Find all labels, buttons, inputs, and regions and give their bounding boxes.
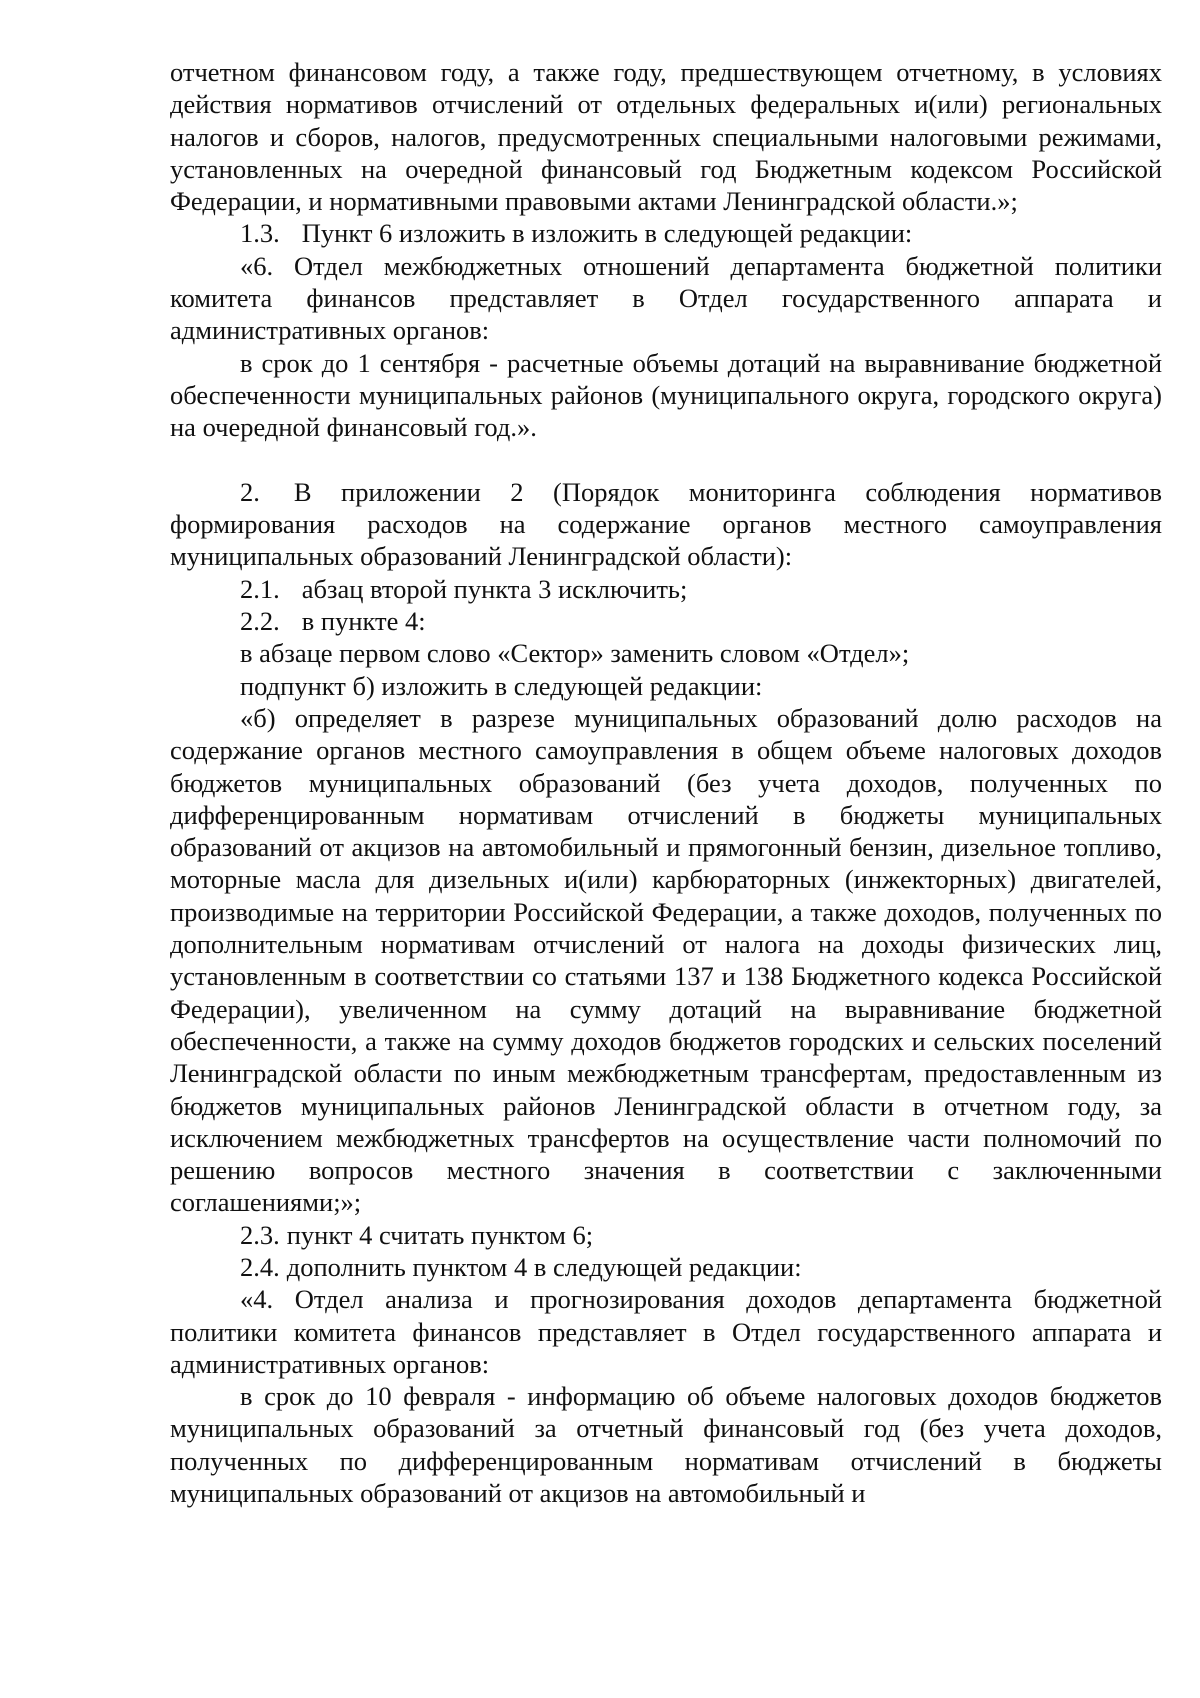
paragraph-deadline-september: в срок до 1 сентября - расчетные объемы дотаций на выравнивание бюджетной обеспеченности муниципальных районов (муниципального округа, городского округа) на очередной финансовый год.». (170, 347, 1162, 443)
paragraph-text: абзац второй пункта 3 исключить; (301, 573, 688, 604)
item-number: 2.4. (240, 1251, 280, 1282)
paragraph-text: В приложении 2 (Порядок мониторинга соблюдения нормативов формирования расходов на содержание органов местного самоуправления муниципальных образований Ленинградской области): (170, 476, 1162, 572)
document-page (170, 56, 1162, 1509)
paragraph-item-2-4 (170, 1251, 1162, 1283)
paragraph-replace-word: в абзаце первом слово «Сектор» заменить словом «Отдел»; (240, 638, 910, 669)
item-number: 2. (240, 476, 260, 507)
paragraph-text: дополнить пунктом 4 в следующей редакции: (286, 1251, 802, 1282)
paragraph-item-2-2 (170, 605, 1162, 637)
blank-line (170, 444, 1162, 476)
paragraph-point-4: «4. Отдел анализа и прогнозирования доходов департамента бюджетной политики комитета финансов представляет в Отдел государственного аппарата и административных органов: (170, 1284, 1162, 1379)
paragraph-item-2 (170, 476, 1162, 573)
paragraph-text: в пункте 4: (301, 606, 426, 637)
paragraph-point-6: «6. Отдел межбюджетных отношений департамента бюджетной политики комитета финансов представляет в Отдел государственного аппарата и административных органов: (170, 250, 1162, 346)
item-number: 2.2. (240, 606, 280, 637)
paragraph-text: Пункт 6 изложить в изложить в следующей редакции: (301, 218, 913, 249)
paragraph-item-1-3 (170, 217, 1162, 249)
paragraph-text: пункт 4 считать пунктом 6; (286, 1219, 594, 1250)
paragraph-item-2-1 (170, 573, 1162, 605)
item-number: 2.1. (240, 573, 280, 604)
paragraph-deadline-february: в срок до 10 февраля - информацию об объеме налоговых доходов бюджетов муниципальных образований за отчетный финансовый год (без учета доходов, полученных по дифференцированным нормативам отчислений в бюджеты муниципальных образований от акцизов на автомобильный и (170, 1381, 1162, 1509)
paragraph-continuation: отчетном финансовом году, а также году, предшествующем отчетному, в условиях действия нормативов отчислений от отдельных федеральных и(или) региональных налогов и сборов, налогов, предусмотренных специальными налоговыми режимами, установленных на очередной финансовый год Бюджетным кодексом Российской Федерации, и нормативными правовыми актами Ленинградской области.»; (170, 57, 1162, 217)
paragraph-subitem-b: подпункт б) изложить в следующей редакции: (240, 670, 763, 701)
paragraph-subitem-b-text: «б) определяет в разрезе муниципальных образований долю расходов на содержание органов местного самоуправления в общем объеме налоговых доходов бюджетов муниципальных образований (без учета доходов, полученных по дифференцированным нормативам отчислений в бюджеты муниципальных образований от акцизов на автомобильный и прямогонный бензин, дизельное топливо, моторные масла для дизельных и(или) карбюраторных (инжекторных) двигателей, производимые на территории Российской Федерации, а также доходов, полученных по дополнительным нормативам отчислений от налога на доходы физических лиц, установленным в соответствии со статьями 137 и 138 Бюджетного кодекса Российской Федерации), увеличенном на сумму дотаций на выравнивание бюджетной обеспеченности, а также на сумму доходов бюджетов городских и сельских поселений Ленинградской области по иным межбюджетным трансфертам, предоставленным из бюджетов муниципальных районов Ленинградской области в отчетном году, за исключением межбюджетных трансфертов на осуществление части полномочий по решению вопросов местного значения в соответствии с заключенными соглашениями;»; (170, 702, 1162, 1218)
item-number: 1.3. (240, 218, 280, 249)
item-number: 2.3. (240, 1219, 280, 1250)
paragraph-item-2-3 (170, 1219, 1162, 1251)
